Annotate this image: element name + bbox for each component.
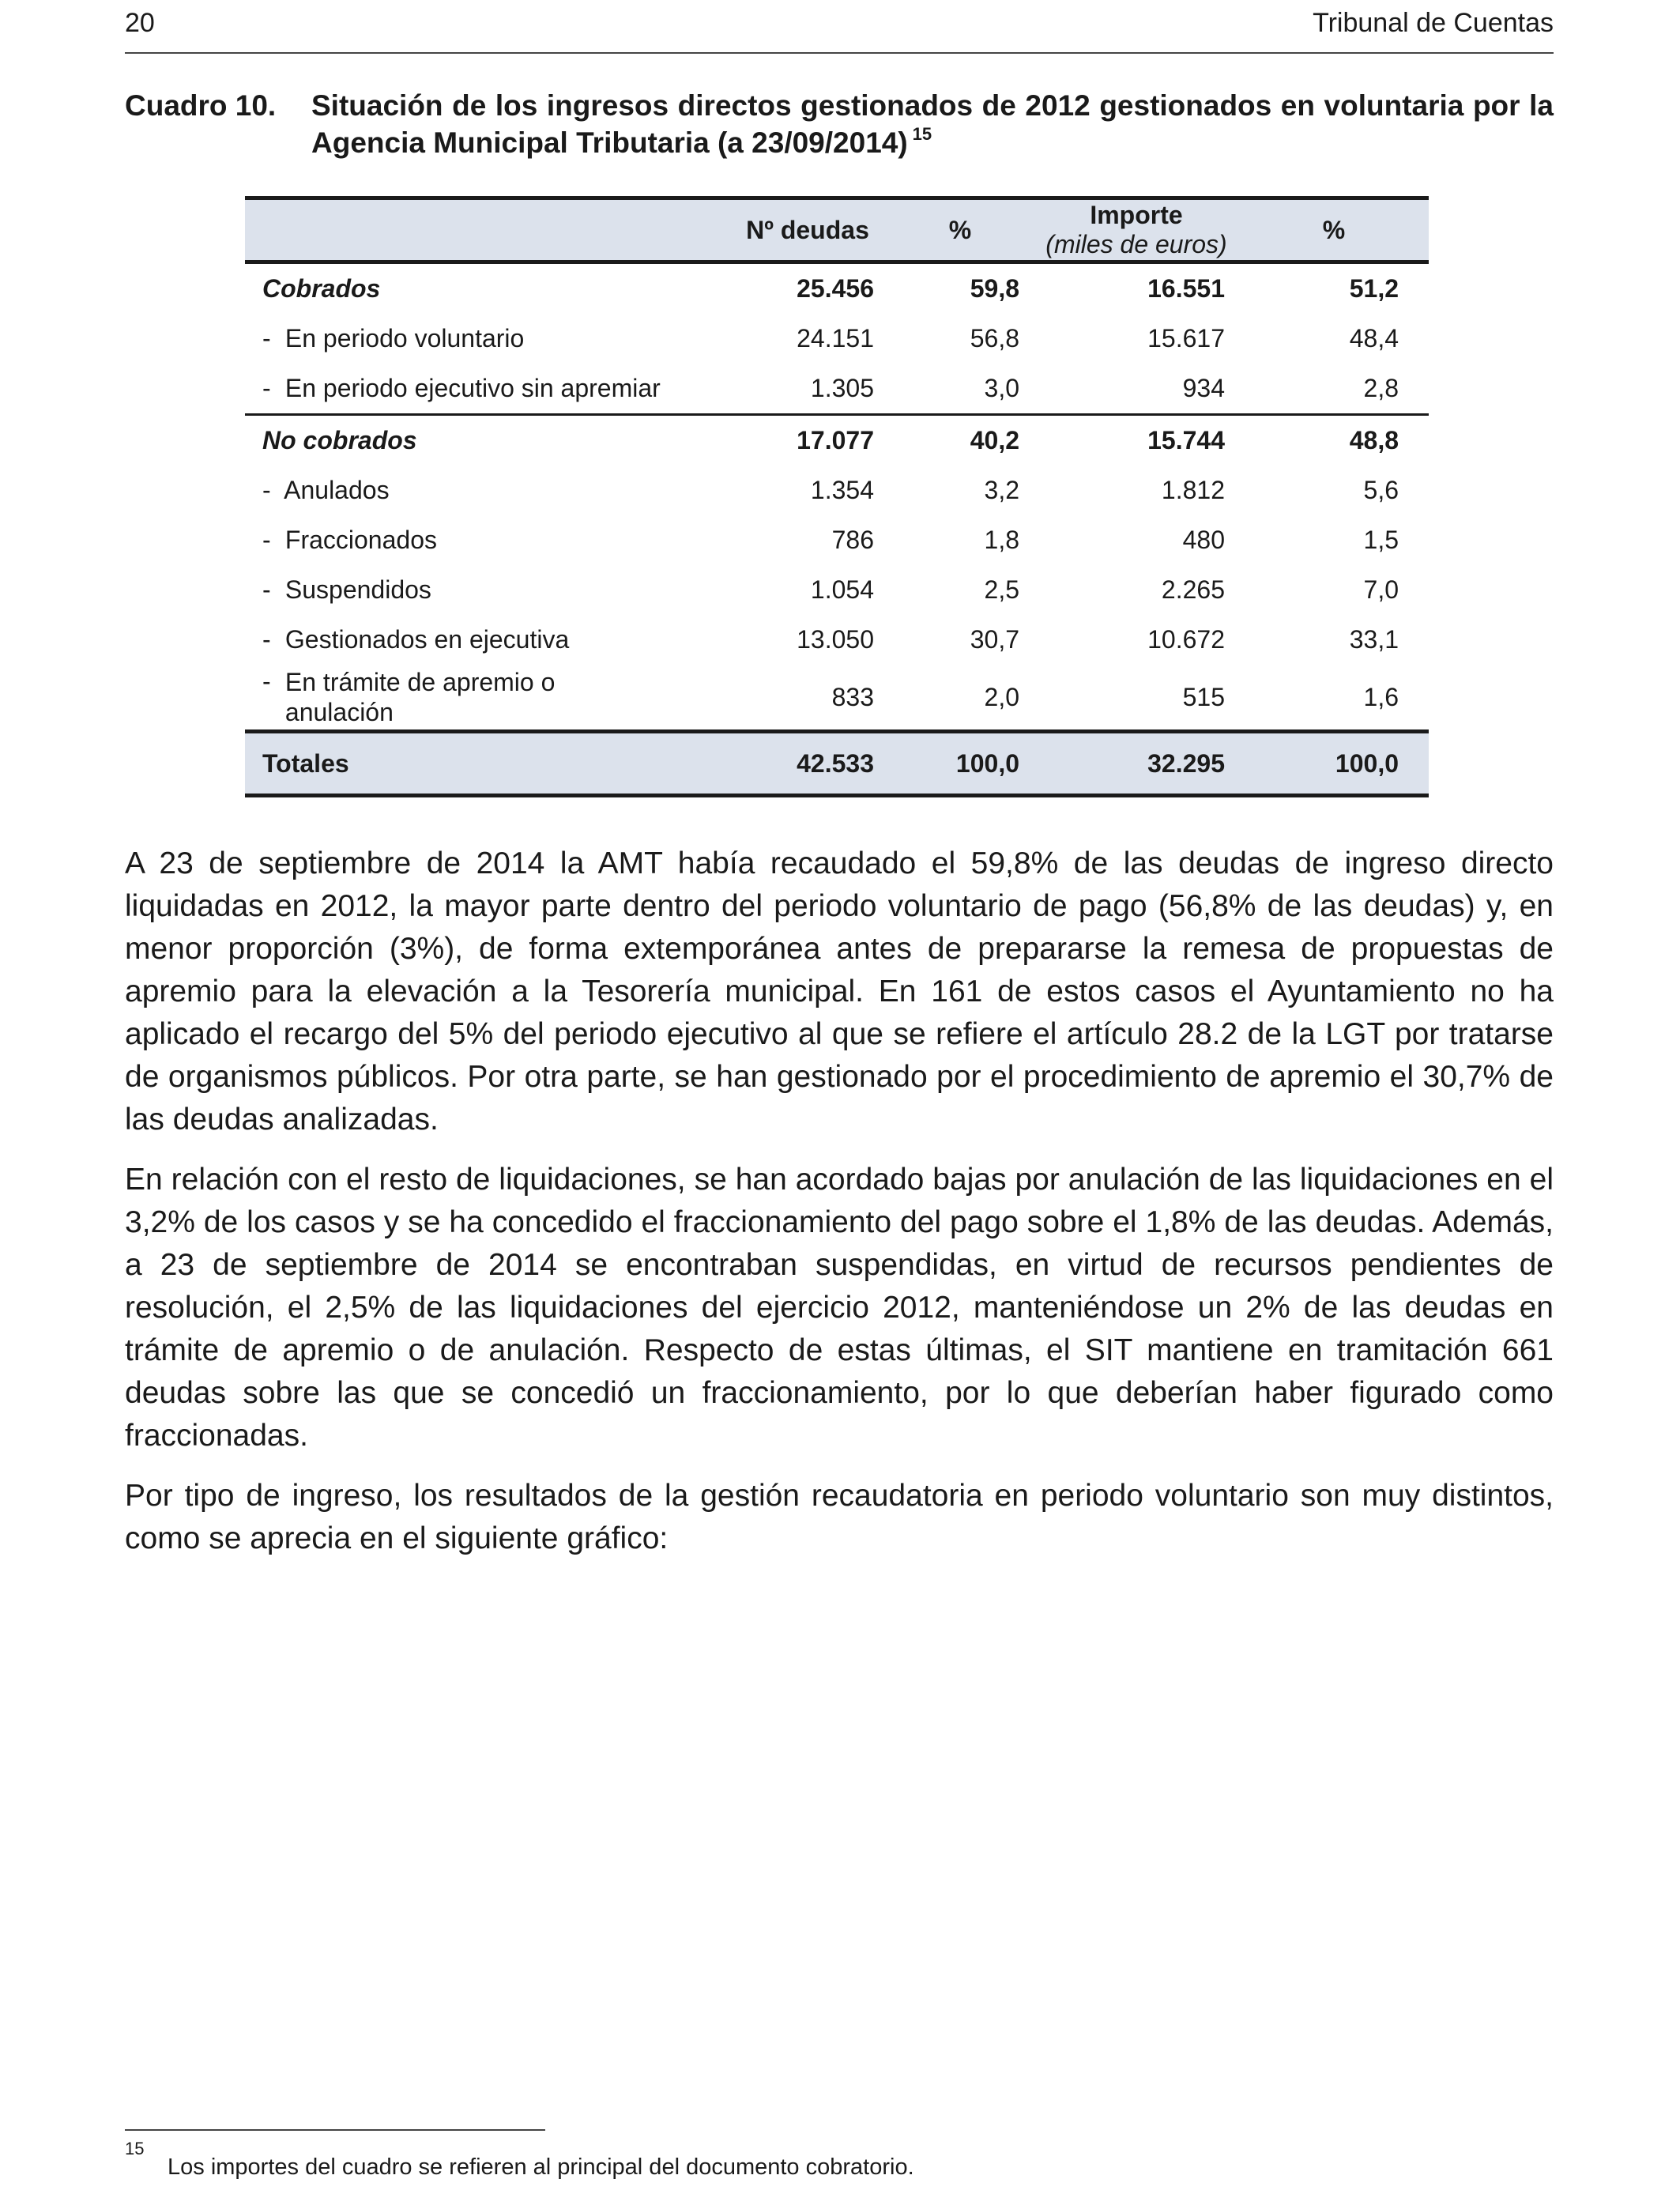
header-importe-title: Importe <box>1090 201 1183 229</box>
caption-text: Situación de los ingresos directos gestionados de 2012 gestionados en voluntaria por la Agencia Municipal Tributaria (a 23/09/2014) <box>311 89 1554 159</box>
row-label-text: En periodo voluntario <box>284 324 525 352</box>
cell-pct-importe: 1,6 <box>1363 682 1399 711</box>
row-label <box>245 466 729 515</box>
table-row <box>245 364 1429 415</box>
page-header <box>125 8 1554 54</box>
cell-importe: 10.672 <box>1147 625 1225 654</box>
row-dash: - <box>262 526 271 554</box>
row-label: Totales <box>245 732 729 796</box>
cell-pct-importe: 48,4 <box>1349 324 1399 352</box>
row-label <box>245 364 729 415</box>
page-number: 20 <box>125 8 155 38</box>
cell-n-deudas: 1.354 <box>810 476 874 504</box>
footnote-text: Los importes del cuadro se refieren al principal del documento cobratorio. <box>168 2154 914 2180</box>
cell-importe: 480 <box>1182 526 1225 554</box>
cell-pct-deudas: 2,5 <box>984 575 1019 604</box>
header-organization: Tribunal de Cuentas <box>1313 8 1554 38</box>
header-pct-deudas: % <box>887 198 1034 262</box>
cell-importe: 515 <box>1182 682 1225 711</box>
cell-pct-deudas: 40,2 <box>887 415 1034 466</box>
row-dash: - <box>262 476 271 504</box>
cell-pct-importe: 48,8 <box>1239 415 1429 466</box>
cell-importe: 15.744 <box>1034 415 1239 466</box>
cell-pct-deudas: 100,0 <box>887 732 1034 796</box>
row-label-line1: En trámite de apremio o <box>284 668 556 696</box>
table-row <box>245 665 1429 732</box>
cell-importe: 1.812 <box>1161 476 1225 504</box>
table-row <box>245 565 1429 615</box>
cell-n-deudas: 833 <box>831 682 874 711</box>
cell-pct-importe: 5,6 <box>1363 476 1399 504</box>
cell-n-deudas: 1.054 <box>810 575 874 604</box>
data-table-container <box>245 196 1429 797</box>
table-row-cobrados <box>245 262 1429 315</box>
data-table <box>245 196 1429 797</box>
cell-importe: 16.551 <box>1147 274 1225 303</box>
row-label-text: Gestionados en ejecutiva <box>284 625 570 654</box>
row-label <box>245 515 729 565</box>
row-label <box>245 314 729 364</box>
table-header-row <box>245 198 1429 262</box>
row-dash: - <box>262 575 271 604</box>
paragraph: Por tipo de ingreso, los resultados de la gestión recaudatoria en periodo voluntario son muy distintos, como se aprecia en el siguiente gráfico: <box>125 1479 1554 1555</box>
cell-pct-importe: 100,0 <box>1239 732 1429 796</box>
cell-pct-deudas: 2,0 <box>984 682 1019 711</box>
cell-n-deudas: 42.533 <box>729 732 887 796</box>
body-text <box>125 843 1554 1578</box>
row-label-text: Suspendidos <box>284 575 431 604</box>
cell-pct-deudas: 30,7 <box>970 625 1019 654</box>
cell-pct-deudas: 56,8 <box>970 324 1019 352</box>
cell-pct-importe: 1,5 <box>1363 526 1399 554</box>
paragraph: En relación con el resto de liquidaciones, se han acordado bajas por anulación de las liquidaciones en el 3,2% de los casos y se ha concedido el fraccionamiento del pago sobre el 1,8% de las deudas. Además, a 23 de septiembre de 2014 se encontraban suspendidas, en virtud de recursos pendientes de resolución, el 2,5% de las liquidaciones del ejercicio 2012, manteniéndose un 2% de las deudas en trámite de apremio o de anulación. Respecto de estas últimas, el SIT mantiene en tramitación 661 deudas sobre las que se concedió un fraccionamiento, por lo que deberían haber figurado como fraccionadas. <box>125 1163 1554 1453</box>
cell-pct-importe: 2,8 <box>1363 374 1399 402</box>
paragraph: A 23 de septiembre de 2014 la AMT había recaudado el 59,8% de las deudas de ingreso directo liquidadas en 2012, la mayor parte dentro del periodo voluntario de pago (56,8% de las deudas) y, en menor proporción (3%), de forma extemporánea antes de prepararse la remesa de propuestas de apremio para la elevación a la Tesorería municipal. En 161 de estos casos el Ayuntamiento no ha aplicado el recargo del 5% del periodo ejecutivo al que se refiere el artículo 28.2 de la LGT por tratarse de organismos públicos. Por otra parte, se han gestionado por el procedimiento de apremio el 30,7% de las deudas analizadas. <box>125 846 1554 1137</box>
cell-n-deudas: 786 <box>831 526 874 554</box>
row-dash: - <box>262 324 271 352</box>
cell-importe: 32.295 <box>1034 732 1239 796</box>
cell-n-deudas: 13.050 <box>797 625 874 654</box>
row-label <box>245 665 729 732</box>
table-row-no-cobrados <box>245 415 1429 466</box>
cell-pct-importe: 33,1 <box>1349 625 1399 654</box>
row-dash: - <box>262 374 271 402</box>
row-label <box>245 615 729 665</box>
footnote-divider <box>125 2129 545 2131</box>
cell-n-deudas: 24.151 <box>797 324 874 352</box>
cell-n-deudas: 1.305 <box>810 374 874 402</box>
caption-footnote-ref: 15 <box>912 124 932 144</box>
row-label-line2: anulación <box>284 698 394 726</box>
cell-pct-deudas: 3,0 <box>984 374 1019 402</box>
row-label: No cobrados <box>245 415 729 466</box>
row-label: Cobrados <box>262 274 381 303</box>
cell-pct-deudas: 3,2 <box>984 476 1019 504</box>
row-label-text: Fraccionados <box>284 526 437 554</box>
cell-pct-importe: 51,2 <box>1349 274 1399 303</box>
caption-label: Cuadro 10. <box>125 89 277 122</box>
row-dash: - <box>262 667 271 696</box>
cell-pct-importe: 7,0 <box>1363 575 1399 604</box>
row-label <box>245 565 729 615</box>
cell-importe: 15.617 <box>1147 324 1225 352</box>
table-row <box>245 615 1429 665</box>
table-row <box>245 466 1429 515</box>
header-pct-importe: % <box>1239 198 1429 262</box>
row-label-text: En periodo ejecutivo sin apremiar <box>284 374 661 402</box>
row-dash: - <box>262 625 271 654</box>
caption-text-block <box>311 87 1554 161</box>
cell-importe: 2.265 <box>1161 575 1225 604</box>
cell-importe: 934 <box>1182 374 1225 402</box>
header-label <box>245 198 729 262</box>
header-importe <box>1034 198 1239 262</box>
footnote-number: 15 <box>125 2139 145 2158</box>
table-row <box>245 515 1429 565</box>
header-importe-unit: (miles de euros) <box>1045 230 1227 258</box>
cell-n-deudas: 17.077 <box>729 415 887 466</box>
table-row-totales <box>245 732 1429 796</box>
cell-pct-deudas: 59,8 <box>970 274 1019 303</box>
cell-n-deudas: 25.456 <box>797 274 874 303</box>
row-label-text <box>285 667 556 727</box>
cell-pct-deudas: 1,8 <box>984 526 1019 554</box>
row-label-text: Anulados <box>284 476 390 504</box>
header-n-deudas: Nº deudas <box>729 198 887 262</box>
table-row <box>245 314 1429 364</box>
